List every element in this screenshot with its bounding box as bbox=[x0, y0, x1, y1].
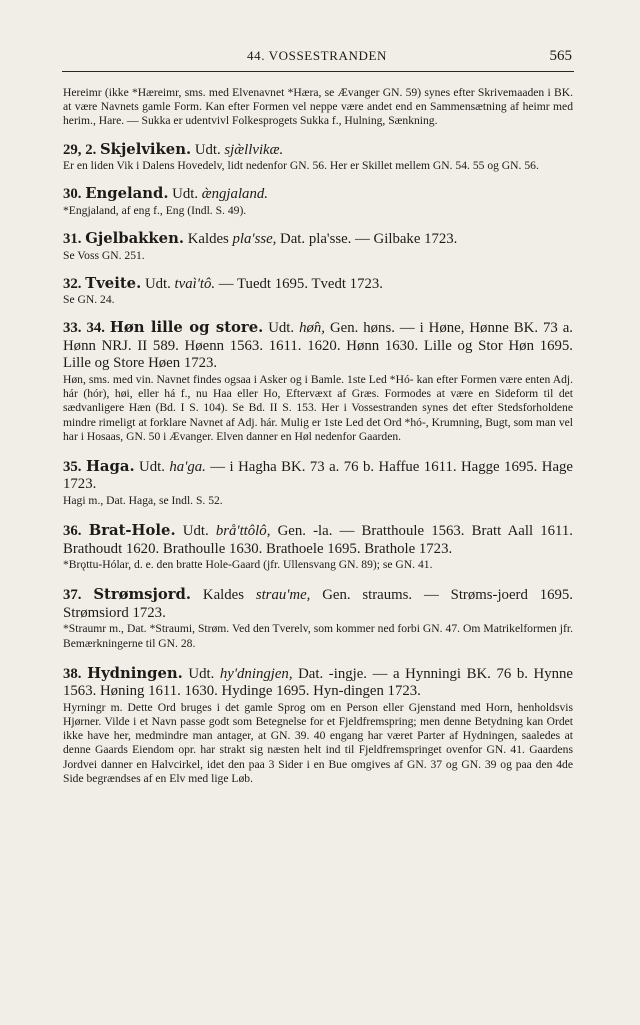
entry-forms: Gen. -la. — Bratthoule 1563. Bratt Aall 1611. Brathoudt 1620. Brathoulle 1630. Brathoele 1695. Brathole 1723. bbox=[63, 523, 574, 557]
entry-pronunciation: hø̂n, bbox=[299, 320, 325, 337]
note-paragraph: Hyrningr m. Dette Ord bruges i det gamle Sprog om en Person eller Gjenstand med Horn, henholdsvis Hjørner. Vilde i et Navn passe godt som Betegnelse for et Fjeldfremspring; men denne Betydning kan Ordet ikke have her, medmindre man antager, at GN. 39. 40 engang har været Parter af Hydningen, saaledes at denne Gaards Eiendom opr. har strakt sig næsten helt ind til Fjeldfremspringet ovenfor GN. 41. Gaardens Jordvei danner en Halvcirkel, idet den paa 3 Sider i en Bue omgives af GN. 37 og GN. 39 og paa den 4de Side begrændses af en Elv med lige Løb. bbox=[63, 700, 573, 785]
entry-heading bbox=[63, 275, 573, 294]
note-paragraph: Se GN. 24. bbox=[63, 293, 115, 307]
entry-label: Udt. bbox=[263, 320, 300, 337]
entry-pronunciation: æ̀ngjaland. bbox=[201, 186, 268, 203]
page-body bbox=[63, 86, 573, 786]
entry-label: Udt. bbox=[168, 186, 202, 203]
entry-forms: — Tuedt 1695. Tvedt 1723. bbox=[215, 275, 383, 292]
entry-name: Høn lille og store. bbox=[109, 319, 264, 337]
entry-pronunciation: tvaì'tô. bbox=[174, 275, 216, 292]
note-paragraph: Er en liden Vik i Dalens Hovedelv, lidt nedenfor GN. 56. Her er Skillet mellem GN. 54. 55 og GN. 56. bbox=[63, 159, 539, 173]
note-paragraph: *Straumr m., Dat. *Straumi, Strøm. Ved den Tverelv, som kommer ned forbi GN. 47. Om Matrikelformen jfr. Bemærkningerne til GN. 28. bbox=[63, 622, 573, 650]
entry-label: Udt. bbox=[182, 665, 220, 682]
entry-name: Brat-Hole. bbox=[88, 522, 176, 540]
entry-name: Strømsjord. bbox=[93, 586, 192, 604]
entry-pronunciation: ha'ga. bbox=[169, 458, 206, 475]
header-rule bbox=[62, 71, 574, 72]
note-paragraph: Hagi m., Dat. Haga, se Indl. S. 52. bbox=[63, 493, 223, 507]
entry-number: 38. bbox=[63, 665, 82, 682]
entry-forms: Dat. pla'sse. — Gilbake 1723. bbox=[276, 231, 458, 248]
note-paragraph: Se Voss GN. 251. bbox=[63, 248, 145, 262]
entry-pronunciation: sjæ̀llvikæ. bbox=[224, 141, 284, 158]
entry-name: Skjelviken. bbox=[100, 140, 192, 158]
entry-label: Udt. bbox=[134, 458, 170, 475]
entry-heading bbox=[63, 185, 573, 204]
entry-pronunciation: brå'ttôlô, bbox=[215, 523, 271, 540]
entry-label: Udt. bbox=[175, 523, 216, 540]
entry-number: 30. bbox=[63, 186, 82, 203]
entry-name: Engeland. bbox=[85, 185, 169, 203]
note-paragraph: Høn, sms. med vin. Navnet findes ogsaa i Asker og i Bamle. 1ste Led *Hó- kan efter Formen være enten Adj. hár (hór), høi, eller há f., nu Haa eller Ho, Eftervæxt af Græs. Formodes at være en Sideform til det sædvanligere Hæn (Bd. I S. 104). Se Bd. II S. 153. Her i Vossestranden synes det efter Stedsforholdene mindre rimeligt at forklare Navnet af Adj. hár. Mulig er 1ste Led det Ord *hó-, Krumning, Bugt, som man vel har i Hosaas, GN. 50 i Ævanger. Elven danner en Høl nedenfor Gaarden. bbox=[63, 372, 573, 443]
entry-heading bbox=[63, 458, 573, 494]
entry-number: 37. bbox=[63, 587, 82, 604]
entry-number: 36. bbox=[63, 523, 82, 540]
entry-pronunciation: strau'me, bbox=[255, 587, 311, 604]
entry-name: Gjelbakken. bbox=[85, 230, 184, 248]
entry-forms: Dat. -ingje. — a Hynningi BK. 76 b. Hynne 1563. Høning 1611. 1630. Hydinge 1695. Hyn-dingen 1723. bbox=[63, 665, 573, 700]
entry-number: 32. bbox=[63, 275, 82, 292]
entry-forms: Gen. straums. — Strøms-joerd 1695. Strømsiord 1723. bbox=[63, 587, 573, 621]
entry-number: 29, 2. bbox=[63, 141, 97, 158]
entry-name: Hydningen. bbox=[87, 664, 183, 682]
chapter-title: 44. VOSSESTRANDEN bbox=[247, 48, 387, 63]
entry-label: Udt. bbox=[141, 275, 175, 292]
note-paragraph: Hereimr (ikke *Hæreimr, sms. med Elvenavnet *Hæra, se Ævanger GN. 59) synes efter Skrivemaaden i BK. at være Navnets gamle Form. Kan efter Formen vel neppe være andet end en Sammensætning af heimr med herim., Hare. — Sukka er udentvivl Folkesprogets Sukka f., Hulning, Sænkning. bbox=[63, 86, 573, 128]
entry-pronunciation: pla'sse, bbox=[232, 231, 277, 248]
page-number: 565 bbox=[549, 48, 572, 64]
entry-forms: Gen. høns. — i Høne, Hønne BK. 73 a. Hønn NRJ. II 589. Høenn 1563. 1611. 1620. Hønn 1630. Lille og Stor Høn 1695. Lille og Store Høen 1723. bbox=[63, 320, 573, 372]
entry-name: Haga. bbox=[85, 457, 135, 475]
entry-label: Kaldes bbox=[191, 587, 256, 604]
entry-heading bbox=[63, 665, 573, 701]
entry-heading bbox=[63, 522, 573, 558]
entry-forms: — i Hagha BK. 73 a. 76 b. Haffue 1611. Hagge 1695. Hage 1723. bbox=[63, 458, 574, 493]
note-paragraph: *Brǫttu-Hólar, d. e. den bratte Hole-Gaard (jfr. Ullensvang GN. 89); se GN. 41. bbox=[63, 558, 433, 572]
entry-label: Kaldes bbox=[184, 231, 233, 248]
entry-pronunciation: hy'dningjen, bbox=[219, 665, 293, 682]
entry-heading bbox=[63, 586, 573, 622]
entry-heading bbox=[63, 319, 573, 373]
running-header bbox=[62, 48, 572, 70]
note-paragraph: *Engjaland, af eng f., Eng (Indl. S. 49). bbox=[63, 203, 247, 217]
entry-number: 35. bbox=[63, 458, 82, 475]
entry-name: Tveite. bbox=[85, 274, 142, 292]
entry-number: 33. 34. bbox=[63, 320, 105, 337]
entry-heading bbox=[63, 141, 573, 160]
entry-heading bbox=[63, 230, 573, 249]
entry-label: Udt. bbox=[191, 141, 225, 158]
entry-number: 31. bbox=[63, 231, 82, 248]
